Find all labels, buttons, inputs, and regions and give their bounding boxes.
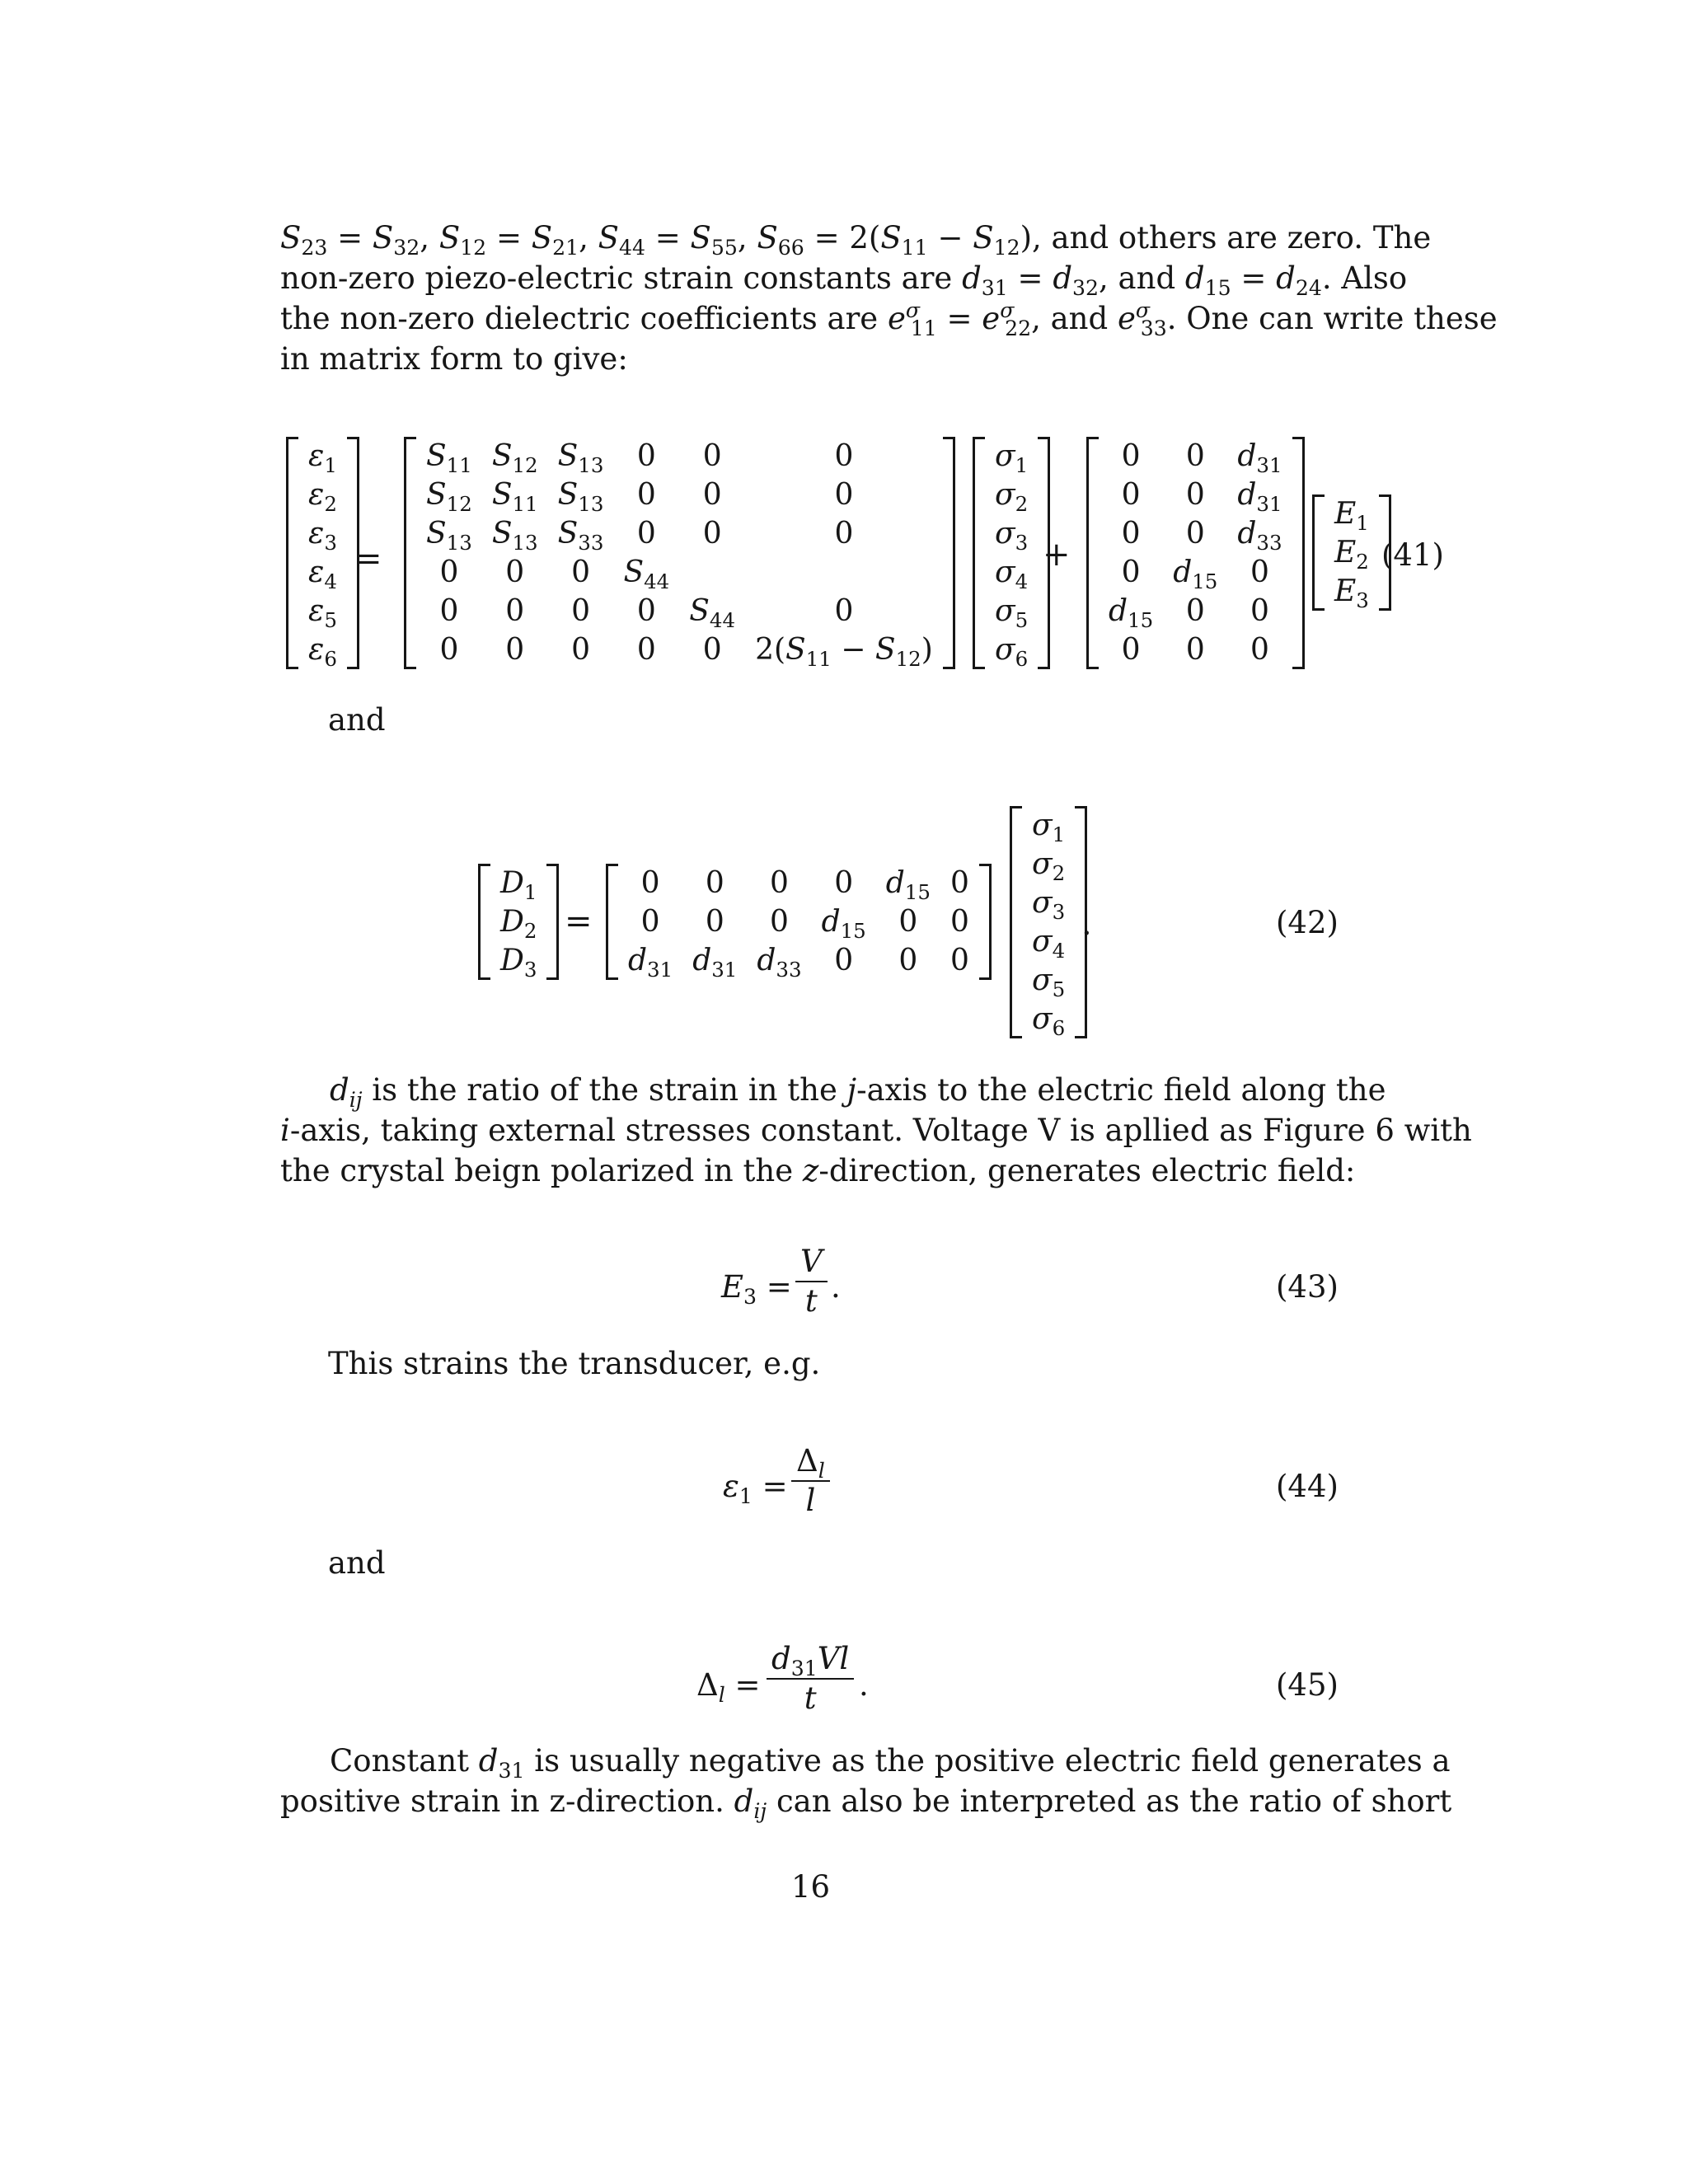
matrix-cell: 0 <box>636 478 656 512</box>
and-word: and <box>328 1545 386 1581</box>
equals-sign: = <box>565 902 593 940</box>
matrix-cell: $d_{15}$ <box>1109 594 1154 632</box>
fraction-dl-over-l: $\Delta_l$ l <box>791 1442 830 1520</box>
matrix-cell: $S_{12}$ <box>491 439 538 477</box>
and-word: and <box>328 702 386 738</box>
matrix-cell: 0 <box>705 905 724 939</box>
equation-number-42: (42) <box>1276 905 1339 940</box>
matrix-cell: 0 <box>834 439 854 473</box>
page-number: 16 <box>791 1869 831 1905</box>
matrix-cell: 0 <box>571 594 590 628</box>
matrix-cell: $S_{33}$ <box>557 517 604 555</box>
matrix-cell: 0 <box>640 866 660 900</box>
fraction-d31vl-over-t: $d_{31}Vl$ t <box>767 1640 854 1718</box>
matrix-cell: 0 <box>1121 439 1141 473</box>
matrix-cell: 0 <box>834 517 854 551</box>
matrix-cell: 0 <box>950 905 969 939</box>
matrix-cell: $d_{33}$ <box>1237 517 1282 555</box>
matrix-cell: $d_{33}$ <box>757 944 802 982</box>
matrix-cell: $2(S_{11} - S_{12})$ <box>755 633 933 671</box>
matrix-cell: 0 <box>1185 517 1205 551</box>
matrix-cell: $S_{11}$ <box>426 439 472 477</box>
matrix-cell: 0 <box>1121 517 1141 551</box>
matrix-cell: 0 <box>505 594 525 628</box>
field-vector: $E_1$ $E_2$ $E_3$ <box>1312 494 1391 611</box>
equation-number-41: (41) <box>1381 537 1444 573</box>
matrix-cell: $S_{13}$ <box>426 517 472 555</box>
matrix-cell: 0 <box>505 555 525 589</box>
matrix-cell: $d_{31}$ <box>1237 439 1282 477</box>
matrix-cell: 0 <box>1121 633 1141 667</box>
document-page: $S_{23} = S_{32}$, $S_{12} = S_{21}$, $S_{44} = S_{55}$, $S_{66} = 2(S_{11} - S_{12})$, and others are zero. The non-zero piezo-electric strain constants are $d_{31} = d_{32}$, and $d_{15} = d_{24}$. Also the non-zero dielectric coefficients are $e^\sigma_{11} = e^\sigma_{22}$, and $e^\sigma_{33}$. One can write these in matrix form to give: $\varepsilon_1$ $\varepsilon_2$ $\varepsilon_3$ $\varepsilon_4$ $\varepsilon_5$ $\varepsilon_6$ = $S_{11}$ $S_{12}$ $S_{13}$ 0 0 0 $S_{12}$ $S_{11}$ $S_{13}$ 0 0 0 $S_{13}$ $S_{13}$ $S_{33}$ 0 0 0 0 0 0 $S_{44}$ 0 0 0 0 $S_{44}$ 0 0 0 0 0 0 $2(S_{11} - S_{12})$ $\sigma_1$ $\sigma_2$ $\sigma_3$ $\sigma_4$ $\sigma_5$ $\sigma_6$ + 0 0 $d_{31}$ 0 0 $d_{31}$ 0 0 $d_{33}$ 0 $d_{15}$ 0 $d_{15}$ 0 0 0 0 0 $E_1$ $E_2$ $E_3$ (41) and $D_1$ $D_2$ $D_3$ = 0 0 0 0 $d_{15}$ 0 0 0 0 $d_{15}$ 0 0 $d_{31}$ $d_{31}$ $d_{33}$ 0 0 0 $\sigma_1$ $\sigma_2$ $\sigma_3$ $\sigma_4$ $\sigma_5$ $\sigma_6$ . (42) $d_{ij}$ is the ratio of the strain in the j-axis to the electric field along the i-axis, taking external stresses constant. Voltage V is apllied as Figure 6 with the crystal beign polarized in the z-direction, generates electric field: $E_3$ = V t . (43) This strains the transducer, e.g. $\varepsilon_1$ = $\Delta_l$ l (44) and $\Delta_l$ = $d_{31}Vl$ t . (45) Constant $d_{31}$ is usually negative as the positive electric field generates a positive strain in z-direction. $d_{ij}$ can also be interpreted as the ratio of short 16 <box>0 0 1688 2184</box>
matrix-cell: 0 <box>1185 633 1205 667</box>
matrix-cell: 0 <box>705 866 724 900</box>
matrix-cell: $d_{31}$ <box>692 944 738 982</box>
plus-sign: + <box>1043 536 1071 574</box>
matrix-cell: 0 <box>1121 555 1141 589</box>
equation-number-45: (45) <box>1276 1667 1339 1703</box>
matrix-cell: 0 <box>636 594 656 628</box>
d31-paragraph: Constant $d_{31}$ is usually negative as the positive electric field generates a positive strain in z-direction. $d_{ij}$ can also be interpreted as the ratio of short <box>280 1743 1452 1824</box>
matrix-cell: $S_{13}$ <box>491 517 538 555</box>
matrix-cell: $S_{44}$ <box>623 555 670 593</box>
intro-paragraph: $S_{23} = S_{32}$, $S_{12} = S_{21}$, $S_{44} = S_{55}$, $S_{66} = 2(S_{11} - S_{12})$, and others are zero. The non-zero piezo-electric strain constants are $d_{31} = d_{32}$, and $d_{15} = d_{24}$. Also the non-zero dielectric coefficients are $e^\sigma_{11} = e^\sigma_{22}$, and $e^\sigma_{33}$. One can write these in matrix form to give: <box>280 220 1498 377</box>
matrix-cell: 0 <box>702 478 722 512</box>
matrix-cell: $S_{11}$ <box>491 478 538 516</box>
matrix-cell: 0 <box>1250 633 1269 667</box>
displacement-vector: $D_1$ $D_2$ $D_3$ <box>478 864 559 980</box>
matrix-cell: 0 <box>505 633 525 667</box>
matrix-cell: $S_{13}$ <box>557 478 604 516</box>
matrix-cell: 0 <box>770 905 789 939</box>
piezo-matrix-42 <box>606 864 992 980</box>
matrix-cell: $d_{15}$ <box>1173 555 1218 593</box>
matrix-cell: 0 <box>1185 594 1205 628</box>
matrix-cell: 0 <box>702 517 722 551</box>
equals-sign: = <box>354 540 382 578</box>
matrix-cell: 0 <box>1185 439 1205 473</box>
matrix-cell: 0 <box>1185 478 1205 512</box>
matrix-cell: 0 <box>1250 555 1269 589</box>
matrix-cell: 0 <box>898 944 918 977</box>
fraction-v-over-t: V t <box>795 1243 828 1320</box>
matrix-cell: 0 <box>770 866 789 900</box>
matrix-cell: $d_{31}$ <box>628 944 673 982</box>
matrix-cell: 0 <box>571 555 590 589</box>
stress-vector-42: $\sigma_1$ $\sigma_2$ $\sigma_3$ $\sigma_4$ $\sigma_5$ $\sigma_6$ <box>1010 806 1087 1038</box>
matrix-cell: $d_{15}$ <box>821 905 866 943</box>
matrix-cell: $d_{15}$ <box>885 866 931 904</box>
matrix-cell: 0 <box>950 944 969 977</box>
matrix-cell: $S_{13}$ <box>557 439 604 477</box>
matrix-cell: 0 <box>1250 594 1269 628</box>
strain-sentence: This strains the transducer, e.g. <box>328 1346 821 1381</box>
matrix-cell: 0 <box>834 866 854 900</box>
matrix-cell: 0 <box>1121 478 1141 512</box>
matrix-cell: 0 <box>640 905 660 939</box>
matrix-cell <box>679 553 745 592</box>
matrix-cell: 0 <box>950 866 969 900</box>
stress-vector: $\sigma_1$ $\sigma_2$ $\sigma_3$ $\sigma_4$ $\sigma_5$ $\sigma_6$ <box>973 437 1050 669</box>
eps1-lhs: $\varepsilon_1$ = <box>723 1469 788 1509</box>
dij-paragraph: $d_{ij}$ is the ratio of the strain in the j-axis to the electric field along the i-axis, taking external stresses constant. Voltage V is apllied as Figure 6 with the crystal beign polarized in the z-direction, generates electric field: <box>280 1072 1472 1188</box>
period: . <box>1081 905 1092 943</box>
matrix-cell: 0 <box>702 439 722 473</box>
matrix-cell: $S_{44}$ <box>689 594 736 632</box>
matrix-cell: 0 <box>834 478 854 512</box>
matrix-cell: 0 <box>571 633 590 667</box>
equation-number-43: (43) <box>1276 1269 1339 1305</box>
e3-lhs: $E_3$ = <box>721 1269 792 1310</box>
matrix-cell: 0 <box>834 594 854 628</box>
matrix-cell <box>745 553 943 592</box>
matrix-cell: 0 <box>439 633 459 667</box>
matrix-cell: 0 <box>636 439 656 473</box>
matrix-cell: 0 <box>702 633 722 667</box>
matrix-cell: 0 <box>439 555 459 589</box>
piezo-matrix-41 <box>1086 437 1305 669</box>
matrix-cell: 0 <box>439 594 459 628</box>
matrix-cell: $d_{31}$ <box>1237 478 1282 516</box>
matrix-cell: 0 <box>834 944 854 977</box>
strain-vector: $\varepsilon_1$ $\varepsilon_2$ $\varepsilon_3$ $\varepsilon_4$ $\varepsilon_5$ $\varepsilon_6$ <box>286 437 359 669</box>
matrix-cell: $S_{12}$ <box>426 478 472 516</box>
matrix-cell: 0 <box>636 517 656 551</box>
dl-lhs: $\Delta_l$ = <box>696 1667 761 1708</box>
compliance-matrix <box>404 437 955 669</box>
matrix-cell: 0 <box>636 633 656 667</box>
equation-number-44: (44) <box>1276 1469 1339 1504</box>
matrix-cell: 0 <box>898 905 918 939</box>
